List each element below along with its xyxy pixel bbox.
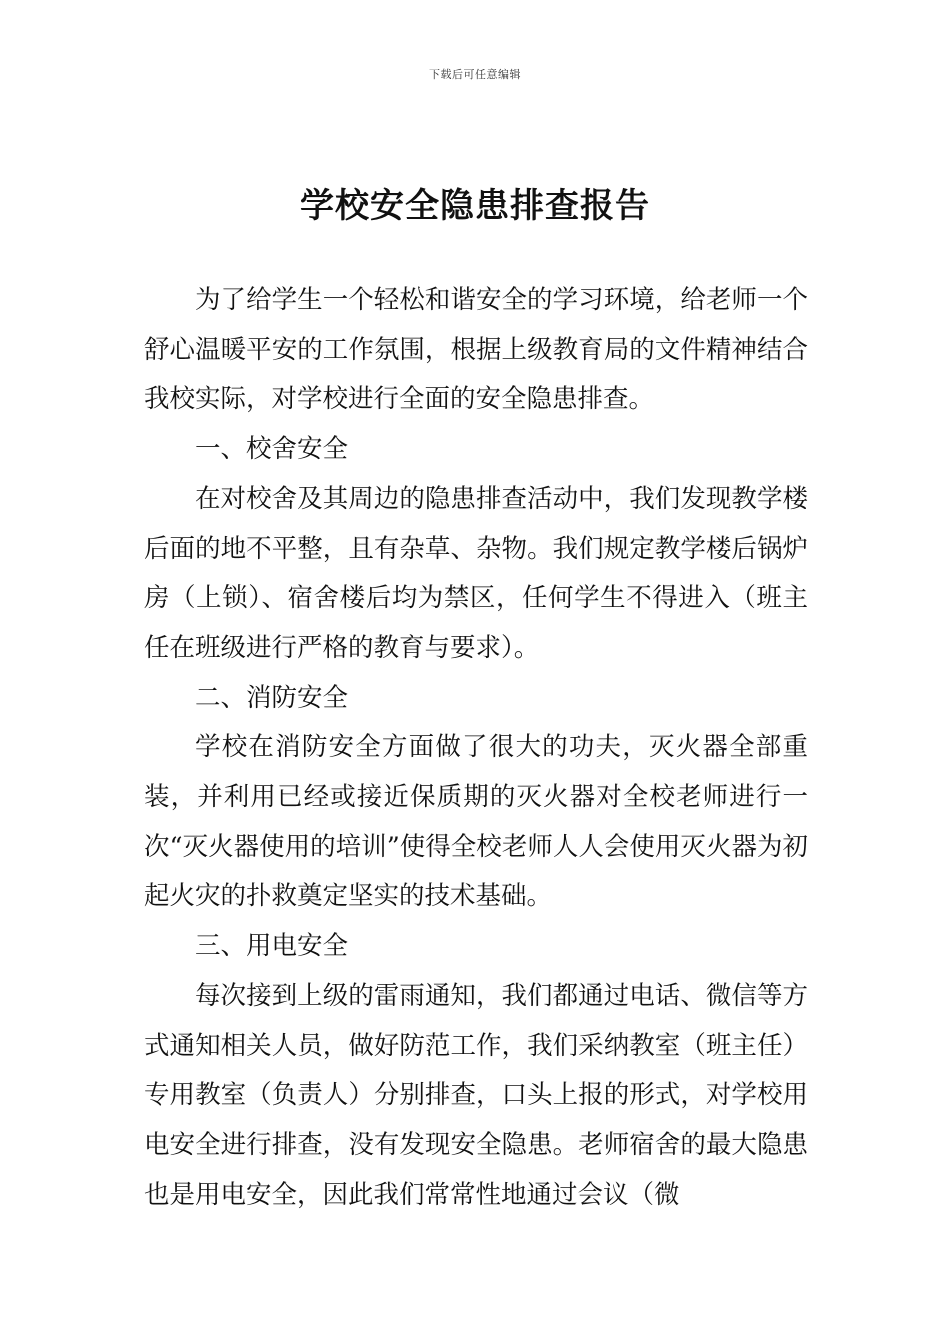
section-heading-building: 一、校舍安全 (195, 434, 349, 465)
header-note: 下载后可任意编辑 (429, 68, 521, 81)
document-body (144, 276, 808, 1220)
intro-paragraph: 为了给学生一个轻松和谐安全的学习环境，给老师一个舒心温暖平安的工作氛围，根据上级教育局的文件精神结合我校实际，对学校进行全面的安全隐患排查。 (144, 285, 808, 415)
section-text-fire: 学校在消防安全方面做了很大的功夫，灭火器全部重装，并利用已经或接近保质期的灭火器对全校老师进行一次“灭火器使用的培训”使得全校老师人人会使用灭火器为初起火灾的扑救奠定坚实的技术基础。 (144, 732, 808, 912)
document-title: 学校安全隐患排查报告 (300, 186, 650, 226)
section-text-electric: 每次接到上级的雷雨通知，我们都通过电话、微信等方式通知相关人员，做好防范工作，我们采纳教室（班主任）专用教室（负责人）分别排查，口头上报的形式，对学校用电安全进行排查，没有发现安全隐患。老师宿舍的最大隐患也是用电安全，因此我们常常性地通过会议（微 (144, 980, 808, 1210)
section-text-building: 在对校舍及其周边的隐患排查活动中，我们发现教学楼后面的地不平整，且有杂草、杂物。我们规定教学楼后锅炉房（上锁）、宿舍楼后均为禁区，任何学生不得进入（班主任在班级进行严格的教育与要求）。 (144, 483, 808, 663)
section-heading-electric: 三、用电安全 (195, 931, 349, 962)
section-heading-fire: 二、消防安全 (195, 682, 349, 713)
